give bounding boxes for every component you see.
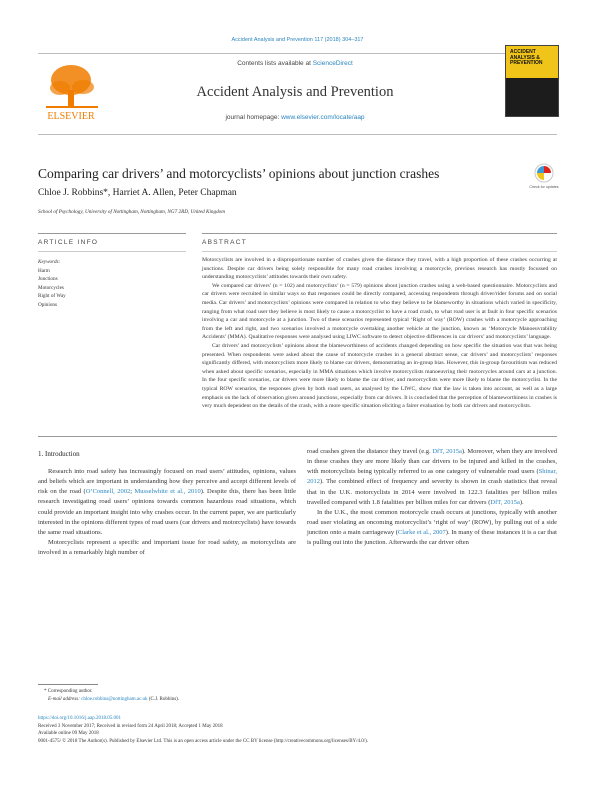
abstract-bottom-rule	[38, 436, 557, 437]
article-info-label: ARTICLE INFO	[38, 239, 99, 246]
intro-right-column	[307, 447, 557, 549]
email-suffix: (C.J. Robbins).	[147, 696, 180, 702]
section-heading-introduction: 1. Introduction	[38, 450, 80, 458]
footnotes	[38, 688, 557, 703]
journal-cover-image	[505, 45, 559, 117]
abstract-mid-rule	[202, 251, 557, 252]
corresponding-author-note: * Corresponding author.	[44, 689, 93, 694]
doi-link[interactable]: https://doi.org/10.1016/j.aap.2018.05.001	[38, 716, 121, 721]
intro-paragraph: In the U.K., the most common motorcycle crash occurs at junctions, typically with another road user violating an oncoming motorcyclist’s ‘right of way’ (ROW), by pulling out of a side junction onto a main carriageway (Clarke et al., 2007). In many of these instances it is a car that is pulling out into the junction. Afterwards the car driver often	[307, 508, 557, 547]
keyword: Motorcycles	[38, 284, 64, 291]
cover-band	[506, 46, 558, 78]
intro-paragraph: Research into road safety has increasingly focused on road users’ attitudes, opinions, values and beliefs which are important in understanding how they perceive and accept different levels of risk on the road (O’Connell, 2002; Musselwhite et al., 2010). Despite this, there has been little research investigating road users’ opinions towards common hazardous road situations, which could provide an important insight into why crashes occur. In the current paper, we are particularly interested in the opinions different types of road users (car drivers and motorcyclists) have towards the same road situations.	[38, 468, 296, 536]
abstract-top-rule	[202, 233, 557, 234]
copyright-line: 0001-4575/ © 2018 The Author(s). Published by Elsevier Ltd. This is an open access article under the CC BY license (http://creativecommons.org/licenses/BY/4.0/).	[38, 738, 369, 744]
article-info-top-rule	[38, 233, 186, 234]
citation-link[interactable]: Musselwhite et al., 2010	[134, 488, 201, 496]
abstract-paragraph: Car drivers’ and motorcyclists’ opinions about the blameworthiness of accidents changed depending on how specific the situation was that was being presented. When respondents were asked about the cause of motorcycle crashes in a general abstract sense, car drivers’ and motorcyclists’ responses significantly differed, with motorcyclists more likely to blame car drivers, demonstrating an in-group bias. However, this in-group favouritism was reduced when asked about specific scenarios, especially in MMA situations which involve motorcyclists manoeuvring their motorcycles around cars at a junction. In the four specific scenarios, car drivers were more likely to blame the car driver, and motorcyclists were more likely to blame the motorcyclist. In the typical ROW scenarios, the responses given by both road users, as analysed by the LIWC, show that the law is taken into account, as well as a large emphasis on the lack of observation given around junctions, especially from car drivers. It is concluded that the perception of blameworthiness in crashes is very much dependent on the details of the crash, with a more specific situation eliciting a fairer evaluation by both car drivers and motorcyclists.	[202, 342, 557, 410]
email-note	[38, 696, 557, 704]
author-list: Chloe J. Robbins*, Harriet A. Allen, Peter Chapman	[38, 188, 237, 198]
keyword: Opinions	[38, 301, 58, 308]
keyword: Right of Way	[38, 293, 66, 300]
footnote-rule	[38, 684, 98, 685]
keywords-heading: Keywords:	[38, 259, 61, 265]
available-online: Available online 09 May 2018	[38, 731, 99, 737]
abstract-paragraph: We compared car drivers’ (n = 102) and motorcyclists’ (n = 579) opinions about junction crashes using a web-based questionnaire. Motorcyclists and car drivers were recruited in similar ways so that responses could be directly compared, accessing respondents through driver/rider forums and on social media. Car drivers’ and motorcyclists’ opinions were compared in relation to who they believe to be blameworthy in situations which varied in specificity, ranging from what road user they believe is most likely to cause a motorcyclist to have a road crash, to what road user is at fault in four specific scenarios involving a car and motorcycle at a junction. Two of these scenarios represented typical ‘Right of way’ (ROW) crashes with a motorcycle approaching from the left and right, and two scenarios involved a motorcycle overtaking another vehicle at the junction, known as ‘Motorcycle Manoeuvrability Accidents’ (MMA). Qualitative responses were analysed using LIWC software to detect objective differences in car drivers’ and motorcyclists’ language.	[202, 282, 557, 341]
email-label: E-mail address:	[48, 696, 82, 702]
citation-link[interactable]: DfT, 2015a	[490, 498, 520, 506]
check-for-updates-label: Check for updates	[529, 185, 559, 189]
cover-title: ACCIDENT ANALYSIS & PREVENTION	[510, 49, 543, 66]
keyword: Junctions	[38, 276, 58, 283]
intro-left-column	[38, 467, 296, 558]
intro-paragraph: road crashes given the distance they travel (e.g. DfT, 2015a). Moreover, when they are involved in these crashes they are more likely than car drivers to be injured and killed in the crashes, with motorcyclists being typically referred to as one category of vulnerable road users (Shinar, 2012). The combined effect of frequency and severity is shown in crash statistics that reveal that in the U.K. motorcyclists in 2014 were involved in 122.3 fatalities per billion miles travelled compared with 1.8 fatalities per billion miles for car drivers (DfT, 2015a).	[307, 448, 558, 506]
homepage-link[interactable]: www.elsevier.com/locate/aap	[281, 114, 365, 121]
contents-line	[120, 60, 470, 67]
citation-link[interactable]: O’Connell, 2002	[85, 488, 131, 496]
intro-paragraph: Motorcyclists represent a specific and important issue for road safety, as motorcyclists are involved in a remarkably high number of	[38, 539, 296, 557]
elsevier-tree-logo	[38, 60, 116, 122]
citation-link[interactable]: Shinar, 2012	[307, 468, 557, 486]
journal-homepage	[120, 114, 470, 121]
contents-prefix: Contents lists available at	[237, 60, 313, 67]
abstract-paragraph: Motorcyclists are involved in a disproportionate number of crashes given the distance they travel, with a high proportion of these crashes occurring at junctions. Despite car drivers being solely responsible for many road crashes involving a motorcycle, previous research has mostly focussed on understanding motorcyclists’ attitudes towards their own safety.	[202, 257, 557, 281]
sciencedirect-link[interactable]: ScienceDirect	[312, 60, 353, 67]
journal-title: Accident Analysis and Prevention	[196, 84, 394, 100]
article-info-mid-rule	[38, 251, 186, 252]
journal-reference[interactable]: Accident Analysis and Prevention 117 (2018) 304–317	[231, 37, 364, 43]
publisher-name: ELSEVIER	[47, 111, 95, 122]
homepage-prefix: journal homepage:	[225, 114, 282, 121]
abstract-body	[202, 256, 557, 411]
article-history	[38, 715, 557, 745]
citation-link[interactable]: DfT, 2015a	[432, 448, 462, 455]
keywords-block	[38, 258, 178, 310]
article-title: Comparing car drivers’ and motorcyclists’ opinions about junction crashes	[38, 166, 440, 181]
citation-link[interactable]: Clarke et al., 2007	[397, 529, 446, 537]
affiliation: School of Psychology, University of Nottingham, Nottingham, NG7 2RD, United Kingdom	[38, 209, 226, 215]
email-link[interactable]: chloe.robbins@nottingham.ac.uk	[81, 696, 148, 702]
received-dates: Received 3 November 2017; Received in revised form 24 April 2018; Accepted 1 May 2018	[38, 723, 223, 729]
check-for-updates-icon[interactable]	[531, 163, 557, 193]
keyword: Harm	[38, 267, 50, 274]
abstract-label: ABSTRACT	[202, 239, 248, 246]
